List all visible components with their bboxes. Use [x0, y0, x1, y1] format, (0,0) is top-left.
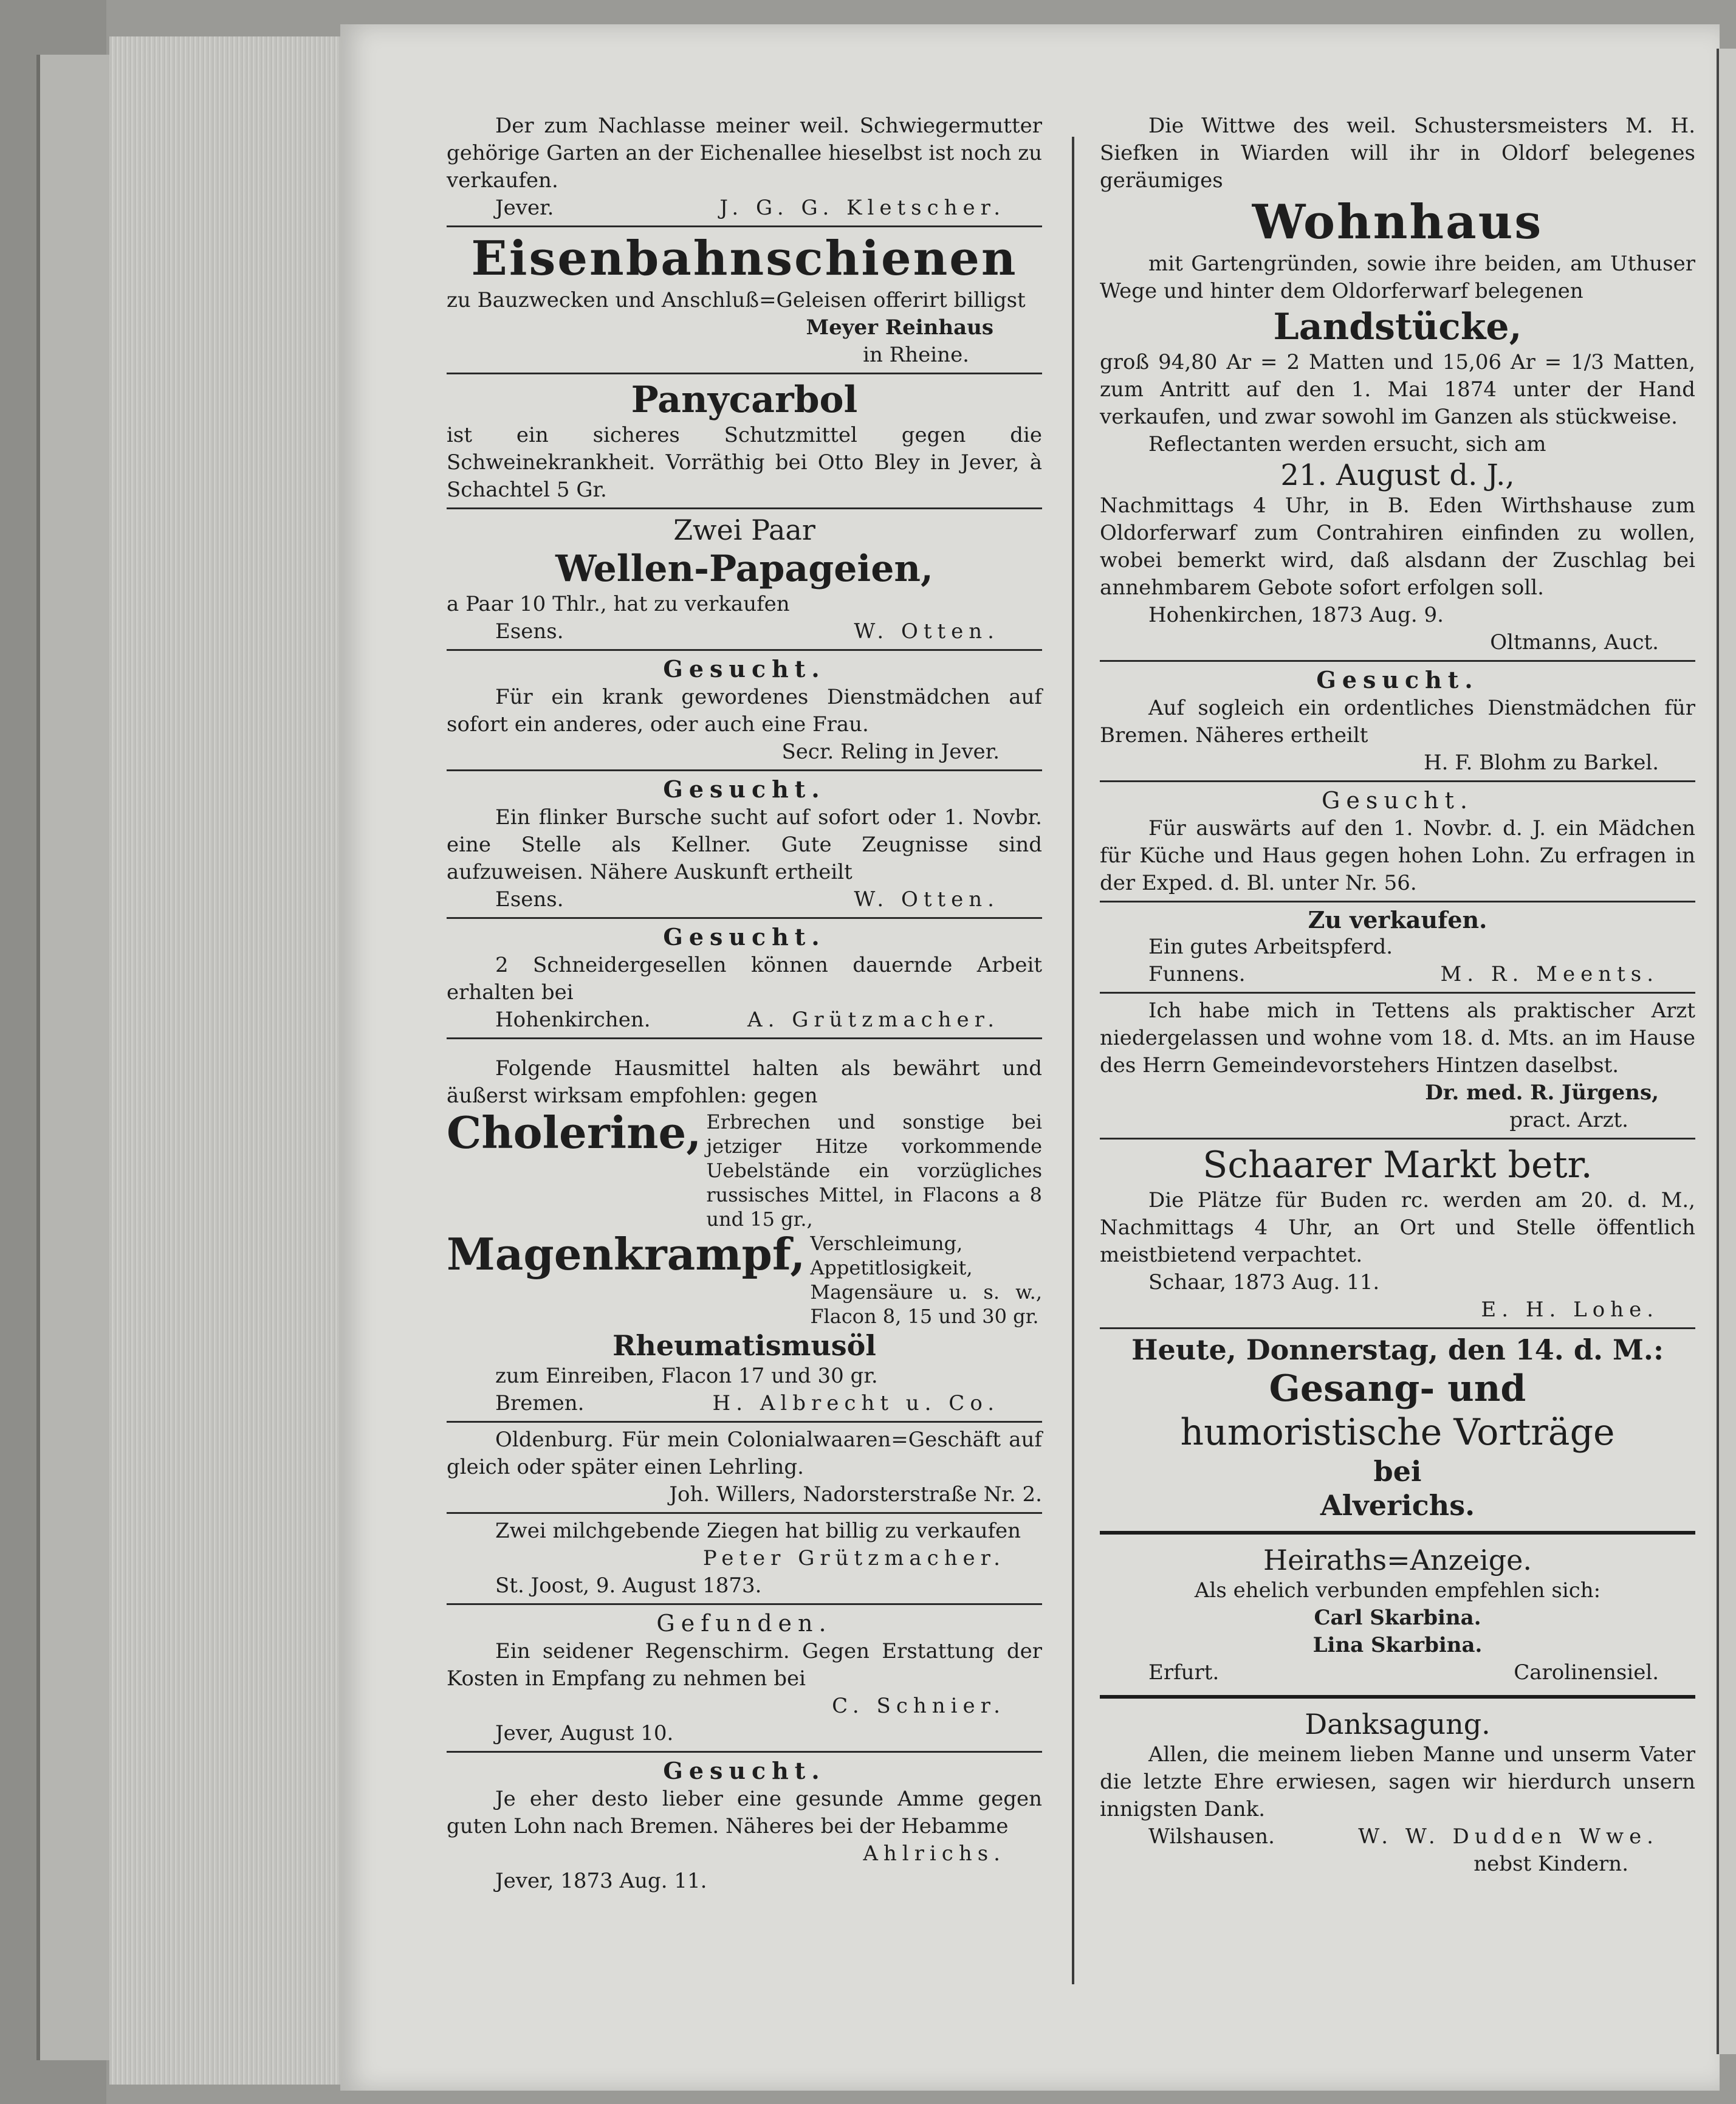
ad-papageien: [447, 513, 1042, 645]
ad-headline: Gesang- und: [1269, 1367, 1526, 1410]
ad-text: Erbrechen und sonstige bei jetziger Hitze vorkommende Uebelstände ein vorzügliches russisches Mittel, in Flacons a 8 und 15 gr.,: [706, 1110, 1042, 1231]
ad-text: Ein seidener Regenschirm. Gegen Erstattung der Kosten in Empfang zu nehmen bei: [447, 1639, 1042, 1691]
ad-place: Jever.: [495, 196, 554, 220]
divider: [447, 1603, 1042, 1605]
ad-signature: Dr. med. R. Jürgens,: [1425, 1081, 1659, 1105]
ad-subheadline: Zwei Paar: [673, 514, 815, 546]
ad-text: Als ehelich verbunden empfehlen sich:: [1194, 1578, 1601, 1603]
ad-name: Lina Skarbina.: [1312, 1633, 1483, 1657]
divider: [1100, 660, 1695, 662]
divider: [1100, 780, 1695, 782]
ad-headline-magenkrampf: Magenkrampf,: [447, 1228, 806, 1280]
ad-text: zu Bauzwecken und Anschluß=Geleisen offerirt billigst: [447, 288, 1026, 312]
ad-lehrling: [447, 1426, 1042, 1508]
ad-wohnhaus: [1100, 112, 1695, 656]
ad-markt: [1100, 1143, 1695, 1324]
ad-gesucht-6: [1100, 786, 1695, 897]
divider: [1100, 901, 1695, 902]
ad-headline: Schaarer Markt betr.: [1203, 1144, 1593, 1186]
ad-place: St. Joost, 9. August 1873.: [495, 1573, 762, 1598]
divider: [447, 769, 1042, 771]
ad-text: Ein gutes Arbeitspferd.: [1148, 935, 1393, 959]
ad-signature: Ahlrichs.: [863, 1841, 1006, 1866]
ad-signature: W. Otten.: [854, 619, 1000, 644]
ad-signature: nebst Kindern.: [1474, 1852, 1628, 1876]
divider: [1100, 1695, 1695, 1699]
ad-schienen: [447, 231, 1042, 369]
ad-signature: M. R. Meents.: [1440, 962, 1659, 986]
ad-place: Hohenkirchen, 1873 Aug. 9.: [1148, 603, 1444, 627]
column-divider: [1072, 137, 1074, 1984]
ad-text: Allen, die meinem lieben Manne und unserm Vater die letzte Ehre erwiesen, sagen wir hierdurch unsern innigsten Dank.: [1100, 1742, 1695, 1821]
ad-place: Hohenkirchen.: [495, 1008, 651, 1032]
ad-text: Reflectanten werden ersucht, sich am: [1148, 432, 1546, 456]
ad-text: zum Einreiben, Flacon 17 und 30 gr.: [495, 1364, 878, 1388]
ad-place: Funnens.: [1148, 962, 1246, 986]
ad-ziegen: [447, 1518, 1042, 1600]
ad-gesucht-2: [447, 775, 1042, 913]
ad-signature: H. F. Blohm zu Barkel.: [1424, 751, 1659, 775]
ad-text: groß 94,80 Ar = 2 Matten und 15,06 Ar = 1/3 Matten, zum Antritt auf den 1. Mai 1874 unter der Hand verkaufen, und zwar sowohl im Ganzen als stückweise.: [1100, 350, 1695, 429]
ad-headline: Gesucht.: [1316, 666, 1479, 693]
ad-text: Je eher desto lieber eine gesunde Amme gegen guten Lohn nach Bremen. Näheres bei der Hebamme: [447, 1787, 1042, 1838]
ad-text: Die Wittwe des weil. Schustersmeisters M. H. Siefken in Wiarden will ihr in Oldorf belegenes geräumiges: [1100, 114, 1695, 193]
ad-text: Die Plätze für Buden rc. werden am 20. d. M., Nachmittags 4 Uhr, an Ort und Stelle öffentlich meistbietend verpachtet.: [1100, 1188, 1695, 1267]
ad-place: Bremen.: [495, 1391, 585, 1415]
left-column: [447, 112, 1042, 1895]
ad-text: mit Gartengründen, sowie ihre beiden, am Uthuser Wege und hinter dem Oldorferwarf belegenen: [1100, 252, 1695, 303]
divider: [1100, 1138, 1695, 1140]
ad-headline: Danksagung.: [1305, 1708, 1491, 1741]
ad-text: Nachmittags 4 Uhr, in B. Eden Wirthshause zum Oldorferwarf zum Contrahiren einfinden zu wollen, wobei bemerkt wird, daß alsdann der Zuschlag bei annehmbarem Gebote sofort erfolgen soll.: [1100, 493, 1695, 600]
ad-text: bei: [1373, 1455, 1422, 1488]
divider: [447, 1512, 1042, 1514]
ad-text: Zwei milchgebende Ziegen hat billig zu verkaufen: [495, 1519, 1021, 1543]
ad-headline: humoristische Vorträge: [1180, 1411, 1615, 1454]
ad-dank: [1100, 1707, 1695, 1878]
divider: [1100, 992, 1695, 994]
ad-signature: Meyer Reinhaus: [806, 315, 993, 340]
divider: [447, 1421, 1042, 1423]
page-edges: [109, 36, 346, 2085]
ad-gesucht-4: [447, 1756, 1042, 1895]
ad-headline-cholerine: Cholerine,: [447, 1107, 702, 1158]
ad-signature: Peter Grützmacher.: [702, 1546, 1006, 1570]
ad-hausmittel: [447, 1055, 1042, 1417]
ad-text: Auf sogleich ein ordentliches Dienstmädchen für Bremen. Näheres ertheilt: [1100, 696, 1695, 748]
divider: [447, 373, 1042, 374]
divider: [1100, 1531, 1695, 1535]
ad-signature: A. Grützmacher.: [747, 1008, 1000, 1032]
ad-signature: Oltmanns, Auct.: [1490, 630, 1659, 655]
divider: [447, 1037, 1042, 1039]
ad-text: Für ein krank gewordenes Dienstmädchen auf sofort ein anderes, oder auch eine Frau.: [447, 685, 1042, 737]
ad-headline: Landstücke,: [1273, 306, 1522, 348]
ad-text: a Paar 10 Thlr., hat zu verkaufen: [447, 592, 790, 616]
ad-signature: Joh. Willers, Nadorsterstraße Nr. 2.: [669, 1482, 1042, 1507]
ad-text: ist ein sicheres Schutzmittel gegen die Schweinekrankheit. Vorräthig bei Otto Bley in Jever, à Schachtel 5 Gr.: [447, 423, 1042, 502]
ad-place: Esens.: [495, 619, 564, 644]
divider: [447, 649, 1042, 651]
ad-verkaufen: [1100, 906, 1695, 988]
ad-arzt: [1100, 997, 1695, 1134]
ad-gesang: [1100, 1333, 1695, 1522]
ad-text: Folgende Hausmittel halten als bewährt und äußerst wirksam empfohlen: gegen: [447, 1056, 1042, 1108]
ad-name: Carl Skarbina.: [1314, 1606, 1481, 1630]
ad-gesucht-5: [1100, 665, 1695, 777]
ad-text: Der zum Nachlasse meiner weil. Schwiegermutter gehörige Garten an der Eichenallee hieselbst ist noch zu verkaufen.: [447, 114, 1042, 193]
ad-place: Schaar, 1873 Aug. 11.: [1148, 1270, 1380, 1294]
divider: [447, 225, 1042, 227]
ad-headline: Zu verkaufen.: [1308, 906, 1487, 933]
ad-place: Erfurt.: [1148, 1660, 1220, 1685]
ad-headline: Wellen-Papageien,: [555, 548, 933, 590]
divider: [447, 507, 1042, 509]
book-cover-edge: [0, 0, 106, 2104]
ad-headline: Heiraths=Anzeige.: [1263, 1544, 1532, 1576]
ad-headline: Heute, Donnerstag, den 14. d. M.:: [1131, 1333, 1664, 1366]
ad-text: Verschleimung, Appetitlosigkeit, Magensäure u. s. w., Flacon 8, 15 und 30 gr.: [810, 1232, 1042, 1328]
ad-date: 21. August d. J.,: [1280, 458, 1515, 492]
ad-place: Esens.: [495, 887, 564, 912]
ad-gefunden: [447, 1609, 1042, 1747]
ad-headline: Gefunden.: [656, 1610, 832, 1637]
ad-text: Für auswärts auf den 1. Novbr. d. J. ein Mädchen für Küche und Haus gegen hohen Lohn. Zu erfragen in der Exped. d. Bl. unter Nr. 56.: [1100, 816, 1695, 895]
ad-headline: Eisenbahnschienen: [471, 231, 1018, 286]
cover-board: [36, 55, 113, 2060]
divider: [447, 917, 1042, 919]
ad-gesucht-1: [447, 655, 1042, 766]
ad-signature: W. Otten.: [854, 887, 1000, 912]
right-column: [1100, 112, 1695, 1878]
ad-headline: Gesucht.: [663, 923, 826, 951]
ad-headline: Gesucht.: [663, 655, 826, 682]
divider: [447, 1751, 1042, 1753]
ad-gesucht-3: [447, 923, 1042, 1034]
ad-headline: Gesucht.: [1322, 787, 1474, 814]
ad-signature: J. G. G. Kletscher.: [719, 196, 1006, 220]
facing-page-edge: [1717, 49, 1736, 2054]
ad-place: Jever, August 10.: [495, 1721, 674, 1745]
ad-signature: H. Albrecht u. Co.: [712, 1391, 1000, 1415]
ad-signature: C. Schnier.: [832, 1694, 1006, 1718]
ad-garten: [447, 112, 1042, 222]
ad-headline: Wohnhaus: [1252, 194, 1543, 250]
ad-panycarbol: [447, 378, 1042, 504]
ad-headline: Gesucht.: [663, 775, 826, 803]
ad-text: 2 Schneidergesellen können dauernde Arbeit erhalten bei: [447, 953, 1042, 1005]
ad-signature: W. W. Dudden Wwe.: [1358, 1824, 1659, 1849]
ad-signature: Secr. Reling in Jever.: [781, 740, 1000, 764]
ad-headline: Panycarbol: [631, 379, 858, 421]
ad-signature: E. H. Lohe.: [1481, 1298, 1659, 1322]
ad-headline: Gesucht.: [663, 1757, 826, 1784]
divider: [1100, 1327, 1695, 1329]
ad-text: Ich habe mich in Tettens als praktischer Arzt niedergelassen und wohne vom 18. d. Mts. an im Hause des Herrn Gemeindevorstehers Hintzen daselbst.: [1100, 999, 1695, 1078]
ad-place: Jever, 1873 Aug. 11.: [495, 1869, 707, 1893]
ad-text: Oldenburg. Für mein Colonialwaaren=Geschäft auf gleich oder später einen Lehrling.: [447, 1428, 1042, 1479]
ad-text: Ein flinker Bursche sucht auf sofort oder 1. Novbr. eine Stelle als Kellner. Gute Zeugnisse sind aufzuweisen. Nähere Auskunft ertheilt: [447, 805, 1042, 884]
ad-place: Wilshausen.: [1148, 1824, 1275, 1849]
ad-role: pract. Arzt.: [1509, 1108, 1628, 1132]
ad-place: Carolinensiel.: [1514, 1660, 1659, 1685]
ad-heirath: [1100, 1543, 1695, 1686]
ad-place: in Rheine.: [863, 343, 969, 367]
ad-venue: Alverichs.: [1320, 1489, 1475, 1522]
ad-headline-rheuma: Rheumatismusöl: [612, 1329, 876, 1362]
